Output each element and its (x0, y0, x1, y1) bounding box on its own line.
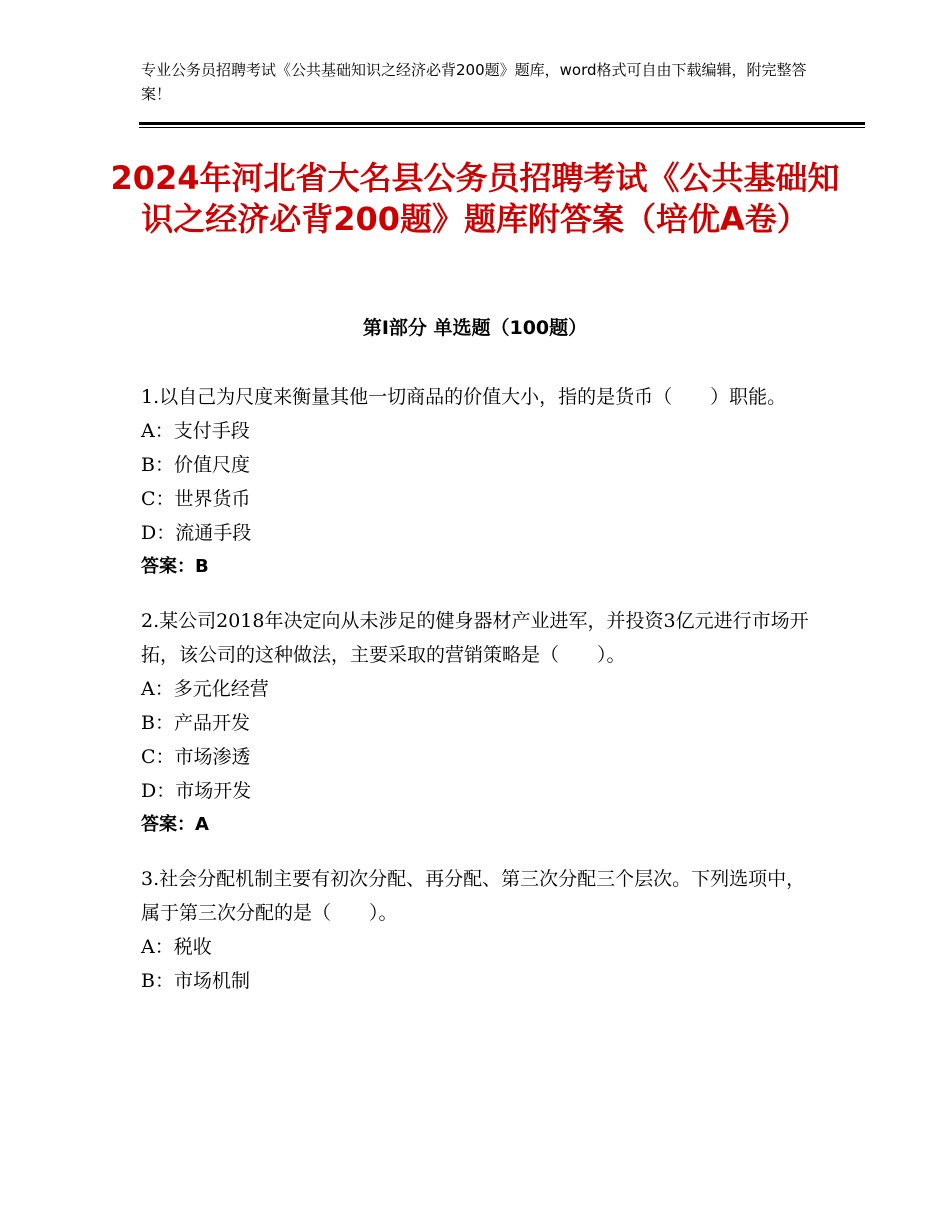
header-rule-thick (139, 122, 865, 125)
question-stem: 3.社会分配机制主要有初次分配、再分配、第三次分配三个层次。下列选项中，属于第三次分配的是（ ）。 (141, 868, 806, 924)
option-a: A：税收 (141, 936, 212, 958)
question-stem: 1.以自己为尺度来衡量其他一切商品的价值大小，指的是货币（ ）职能。 (141, 386, 787, 408)
question-3 (141, 862, 811, 998)
option-b: B：产品开发 (141, 712, 250, 734)
question-stem: 2.某公司2018年决定向从未涉足的健身器材产业进军，并投资3亿元进行市场开拓，该公司的这种做法，主要采取的营销策略是（ ）。 (141, 610, 809, 666)
option-c: C：市场渗透 (141, 746, 251, 768)
option-c: C：世界货币 (141, 488, 251, 510)
question-1 (141, 380, 811, 584)
option-b: B：市场机制 (141, 970, 250, 992)
question-list (141, 380, 811, 1018)
answer: 答案：B (141, 556, 209, 577)
option-d: D：流通手段 (141, 522, 252, 544)
option-a: A：支付手段 (141, 420, 250, 442)
option-d: D：市场开发 (141, 780, 252, 802)
option-a: A：多元化经营 (141, 678, 269, 700)
answer: 答案：A (141, 814, 209, 835)
header-rule-thin (139, 127, 865, 128)
section-heading: 第Ⅰ部分 单选题（100题） (362, 317, 588, 339)
option-b: B：价值尺度 (141, 454, 250, 476)
header-note: 专业公务员招聘考试《公共基础知识之经济必背200题》题库，word格式可自由下载编辑，附完整答案！ (141, 61, 807, 103)
question-2 (141, 604, 811, 842)
document-title: 2024年河北省大名县公务员招聘考试《公共基础知识之经济必背200题》题库附答案（培优A卷） (110, 159, 840, 238)
